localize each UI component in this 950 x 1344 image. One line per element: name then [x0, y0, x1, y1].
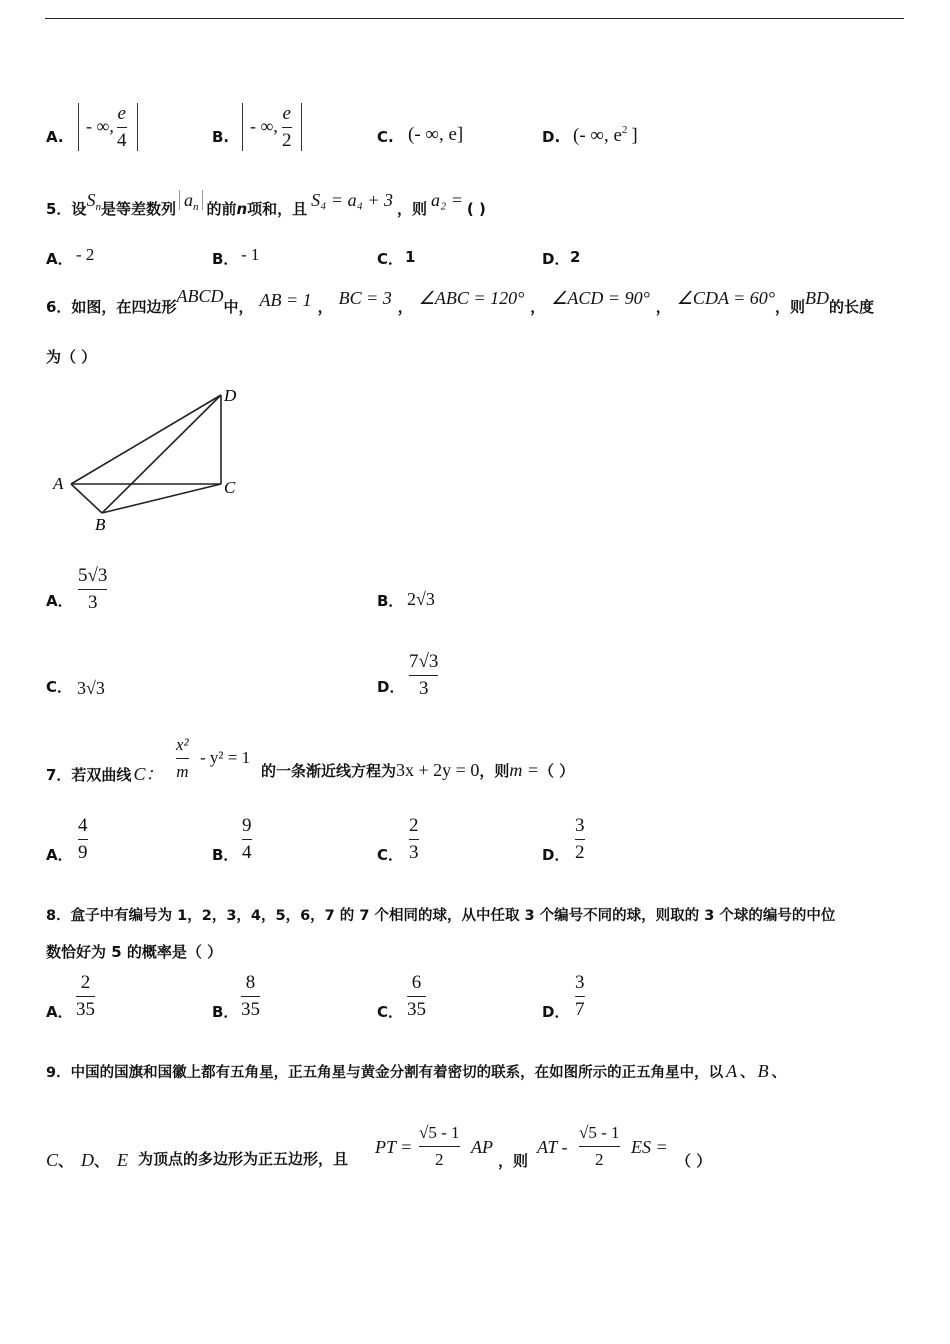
q6-text-3: 的长度 [828, 298, 874, 316]
q8-stem-line2: 数恰好为 5 的概率是（ ） [46, 943, 223, 961]
q8-option-c-letter: C． [377, 1003, 404, 1021]
edge-bd [102, 395, 221, 513]
q5-an: $a_n$ [179, 190, 204, 210]
q9-pt: PT = [375, 1137, 413, 1157]
q8-option-d-letter: D． [542, 1003, 570, 1021]
q7-stem-end [261, 760, 574, 781]
q6-stem: 6．如图，在四边形ABCD中， AB = 1 ， BC = 3 ， ∠ABC = 120° ， ∠ACD = 90° ， ∠CDA = 60°，则BD的长度 [46, 286, 874, 316]
q9-e: E [117, 1150, 129, 1170]
q9-stem-line2: C、 D、 E [46, 1150, 129, 1170]
q6-option-d-num: 7√3 [409, 651, 439, 672]
q7-option-b-frac: 9 4 [242, 815, 252, 863]
q4-option-b-den: 2 [282, 130, 292, 151]
q6-cond-3: ∠ABC = 120° [418, 288, 525, 308]
q7-option-c-letter: C． [377, 846, 404, 864]
q7-option-d-frac: 3 2 [575, 815, 585, 863]
q5-text-4: ，则 [396, 200, 427, 218]
q5-option-b-value: - 1 [241, 245, 260, 264]
q5-number: 5．设 [46, 200, 87, 218]
q5-option-c-letter: C． [377, 250, 404, 268]
q4-option-c-letter: C. [377, 128, 394, 146]
q5-option-a-value: - 2 [76, 245, 95, 264]
header-rule [45, 18, 904, 19]
q4-option-d-sup: 2 [621, 124, 628, 136]
label-d: D [224, 386, 237, 405]
q5-paren: ( ) [466, 200, 486, 218]
q4-option-b-letter: B. [212, 128, 230, 146]
q5-text-1: 是等差数列 [100, 200, 176, 218]
q6-number: 6．如图，在四边形 [46, 298, 177, 316]
q5-text-2: 的前 [206, 200, 237, 218]
q6-text-1: 中， [223, 298, 254, 316]
q7-option-d-letter: D． [542, 846, 570, 864]
q9-at: AT - [537, 1137, 568, 1157]
q7-option-b-letter: B． [212, 846, 239, 864]
q4-option-b-text: - ∞, [250, 116, 278, 136]
q9-frac-2-num: √5 - 1 [579, 1123, 620, 1142]
q6-option-a-den: 3 [87, 592, 98, 613]
q7-eq: 3x + 2y = 0 [396, 760, 480, 780]
label-c: C [224, 478, 236, 497]
q9-frac-1-den: 2 [435, 1150, 444, 1169]
q9-c: C [46, 1150, 59, 1170]
q8-option-b-letter: B． [212, 1003, 239, 1021]
q7-frac [176, 734, 189, 783]
q4-option-d-expr [573, 124, 638, 147]
q8-option-c-frac: 6 35 [407, 972, 426, 1020]
q7-option-c-frac: 2 3 [409, 815, 419, 863]
q8-option-b-frac: 8 35 [241, 972, 260, 1020]
q7-option-a-frac: 4 9 [78, 815, 88, 863]
label-b: B [95, 515, 106, 534]
edge-ab [71, 484, 102, 513]
q7-frac-den: m [176, 762, 189, 781]
q5-option-a-letter: A． [46, 250, 73, 268]
q8-option-a-letter: A． [46, 1003, 73, 1021]
q9-text-3: ，则 [498, 1152, 529, 1170]
q9-text-1: 9．中国的国旗和国徽上都有五角星，正五角星与黄金分割有着密切的联系，在如图所示的正五角星中，以 [46, 1065, 724, 1081]
q9-text-2: 为顶点的多边形为正五边形，且 [138, 1150, 349, 1168]
q6-cond-5: ∠CDA = 60° [676, 288, 775, 308]
q7-stem-start [46, 760, 163, 786]
q6-cond-4: ∠ACD = 90° [551, 288, 650, 308]
q6-abcd: ABCD [176, 286, 224, 306]
q5-option-b-letter: B． [212, 250, 239, 268]
q9-b: B [757, 1061, 769, 1081]
q4-option-d-text: (- ∞, e [573, 125, 622, 146]
q6-option-a-frac [78, 565, 107, 614]
q6-option-b-value: 2√3 [407, 589, 435, 609]
q5-sn: $S_n$ [86, 190, 101, 213]
q9-stem-line1: 9．中国的国旗和国徽上都有五角星，正五角星与黄金分割有着密切的联系，在如图所示的正五角星中，以 A 、 B 、 [46, 1061, 787, 1081]
q9-d: D [81, 1150, 95, 1170]
q4-option-a-letter: A. [46, 128, 64, 146]
q6-option-c-letter: C． [46, 678, 73, 696]
q7-rest: - y² = 1 [200, 748, 251, 767]
q6-stem-line2: 为（ ） [46, 348, 97, 366]
q5-text-3: 项和，且 [247, 200, 308, 218]
q6-figure [50, 385, 250, 535]
q4-option-a-den: 4 [117, 130, 127, 151]
q9-frac-1 [419, 1122, 460, 1171]
q8-option-a-frac: 2 35 [76, 972, 95, 1020]
q5-condition: S₄ = a₄ + 3 [311, 190, 393, 210]
q9-frac-2 [579, 1122, 620, 1171]
q9-ap: AP [471, 1137, 493, 1157]
q4-option-a-frac [117, 103, 127, 152]
q7-text-2: ，则 [479, 762, 510, 780]
q4-option-a-num: e [117, 103, 126, 124]
q6-option-a-num: 5√3 [78, 565, 108, 586]
q6-cond-2: BC = 3 [338, 288, 392, 308]
q6-bd: BD [804, 288, 829, 308]
q5-option-d-letter: D． [542, 250, 570, 268]
edge-bc [102, 484, 221, 513]
q7-option-a-letter: A． [46, 846, 73, 864]
q9-frac-1-num: √5 - 1 [419, 1123, 460, 1142]
q5-a2: a₂ = [431, 190, 463, 210]
q5-option-d-value: 2 [570, 248, 581, 266]
q4-option-c-text: (- ∞, e] [408, 124, 464, 145]
q7-number: 7．若双曲线 [46, 766, 132, 784]
q4-option-d-letter: D. [542, 128, 561, 146]
q9-es: ES = [631, 1137, 668, 1157]
q6-option-a-letter: A． [46, 592, 73, 610]
q6-text-2: ，则 [774, 298, 805, 316]
q5-n: n [236, 200, 248, 218]
q6-option-d-den: 3 [418, 678, 429, 699]
q9-frac-2-den: 2 [595, 1150, 604, 1169]
q6-option-c-value: 3√3 [77, 678, 105, 698]
q8-option-d-frac: 3 7 [575, 972, 585, 1020]
q7-c: C： [133, 764, 164, 784]
q6-option-b-letter: B． [377, 592, 404, 610]
q5-stem [46, 190, 486, 221]
q8-stem-line1: 8．盒子中有编号为 1，2，3，4，5，6，7 的 7 个相同的球，从中任取 3 个编号不同的球，则取的 3 个球的编号的中位 [46, 908, 836, 924]
q5-option-c-value: 1 [405, 248, 416, 266]
q7-paren: （ ） [539, 762, 575, 780]
q9-paren: （ ） [676, 1152, 712, 1170]
q4-option-a-text: - ∞, [86, 116, 114, 136]
q6-option-d-letter: D． [377, 678, 405, 696]
label-a: A [53, 474, 64, 493]
q4-option-b-frac [282, 103, 292, 152]
q6-option-d-frac [409, 651, 438, 700]
q7-text-1: 的一条渐近线方程为 [261, 762, 397, 780]
q7-frac-num: x² [176, 735, 189, 754]
q7-m: m = [509, 760, 539, 780]
q4-option-b-num: e [282, 103, 291, 124]
q4-option-d-close: ] [631, 125, 638, 146]
q6-cond-1: AB = 1 [259, 290, 312, 310]
edge-ad [71, 395, 221, 484]
q9-a: A [726, 1061, 738, 1081]
